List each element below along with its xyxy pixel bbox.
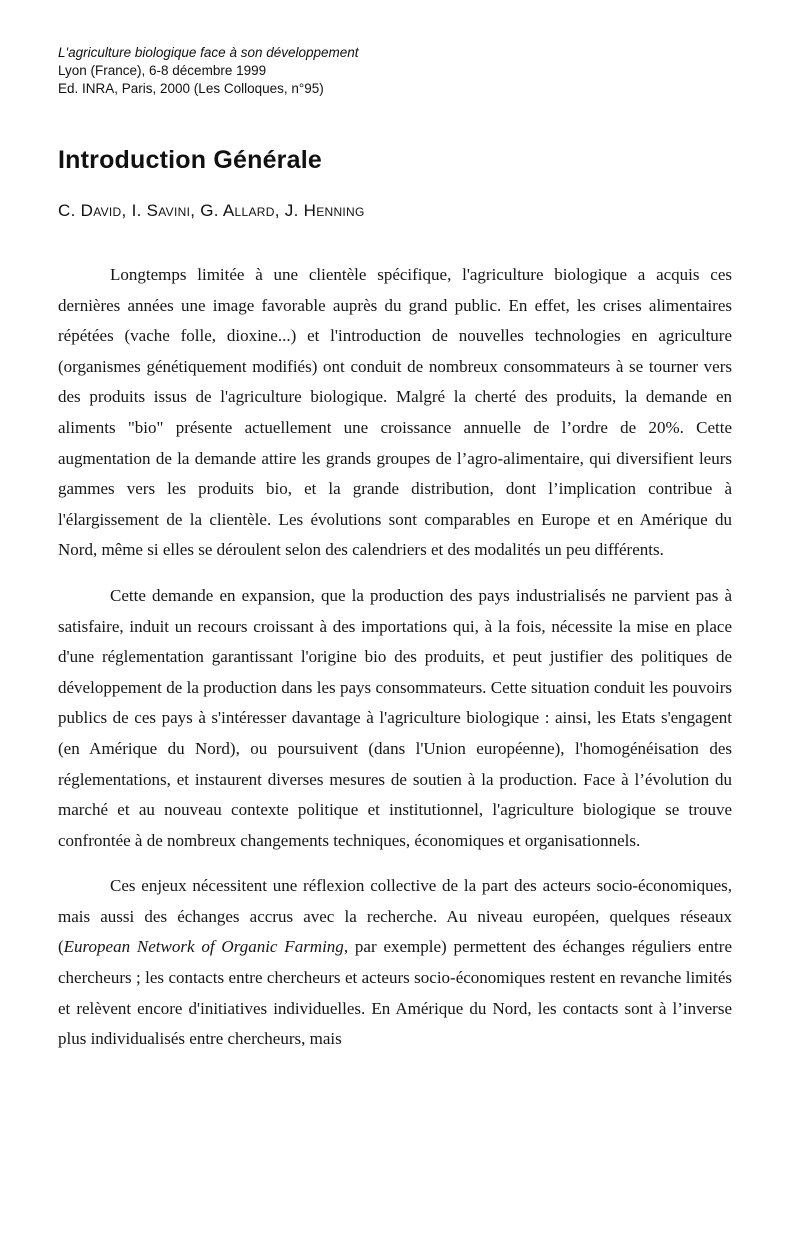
paragraph-3 [58,871,732,1055]
publication-title: L'agriculture biologique face à son développement [58,45,359,60]
network-name: European Network of Organic Farming [63,937,344,957]
paragraph-2: Cette demande en expansion, que la production des pays industrialisés ne parvient pas à satisfaire, induit un recours croissant à des importations qui, à la fois, nécessite la mise en place d'une réglementation garantissant l'origine bio des produits, et peut justifier des politiques de développement de la production dans les pays consommateurs. Cette situation conduit les pouvoirs publics de ces pays à s'intéresser davantage à l'agriculture biologique : ainsi, les Etats s'engagent (en Amérique du Nord), ou poursuivent (dans l'Union européenne), l'homogénéisation des réglementations, et instaurent diverses mesures de soutien à la production. Face à l’évolution du marché et au nouveau contexte politique et institutionnel, l'agriculture biologique se trouve confrontée à de nombreux changements techniques, économiques et organisationnels. [58,585,732,850]
publisher-info: Ed. INRA, Paris, 2000 (Les Colloques, n°95) [58,81,324,96]
conference-location-date: Lyon (France), 6-8 décembre 1999 [58,63,267,78]
paragraph-3-part-2: , par exemple) permettent des échanges réguliers entre chercheurs ; les contacts entre chercheurs et acteurs socio-économiques restent en revanche limités et relèvent encore d'initiatives individuelles. En Amérique du Nord, les contacts sont à l’inverse plus individualisés entre chercheurs, mais [58,937,732,1049]
body-text [58,260,732,1070]
page-title: Introduction Générale [58,146,322,174]
paragraph-3-part-1: Ces enjeux nécessitent une réflexion collective de la part des acteurs socio-économiques, mais aussi des échanges accrus avec la recherche. Au niveau européen, quelques réseaux ( [58,876,732,957]
publication-header [58,44,359,98]
paragraph-1: Longtemps limitée à une clientèle spécifique, l'agriculture biologique a acquis ces dernières années une image favorable auprès du grand public. En effet, les crises alimentaires répétées (vache folle, dioxine...) et l'introduction de nouvelles technologies en agriculture (organismes génétiquement modifiés) ont conduit de nombreux consommateurs à se tourner vers des produits issus de l'agriculture biologique. Malgré la cherté des produits, la demande en aliments "bio" présente actuellement une croissance annuelle de l’ordre de 20%. Cette augmentation de la demande attire les grands groupes de l’agro-alimentaire, qui diversifient leurs gammes vers les produits bio, et la grande distribution, dont l’implication contribue à l'élargissement de la clientèle. Les évolutions sont comparables en Europe et en Amérique du Nord, même si elles se déroulent selon des calendriers et des modalités un peu différents. [58,265,732,560]
authors: C. David, I. Savini, G. Allard, J. Henning [58,201,365,220]
